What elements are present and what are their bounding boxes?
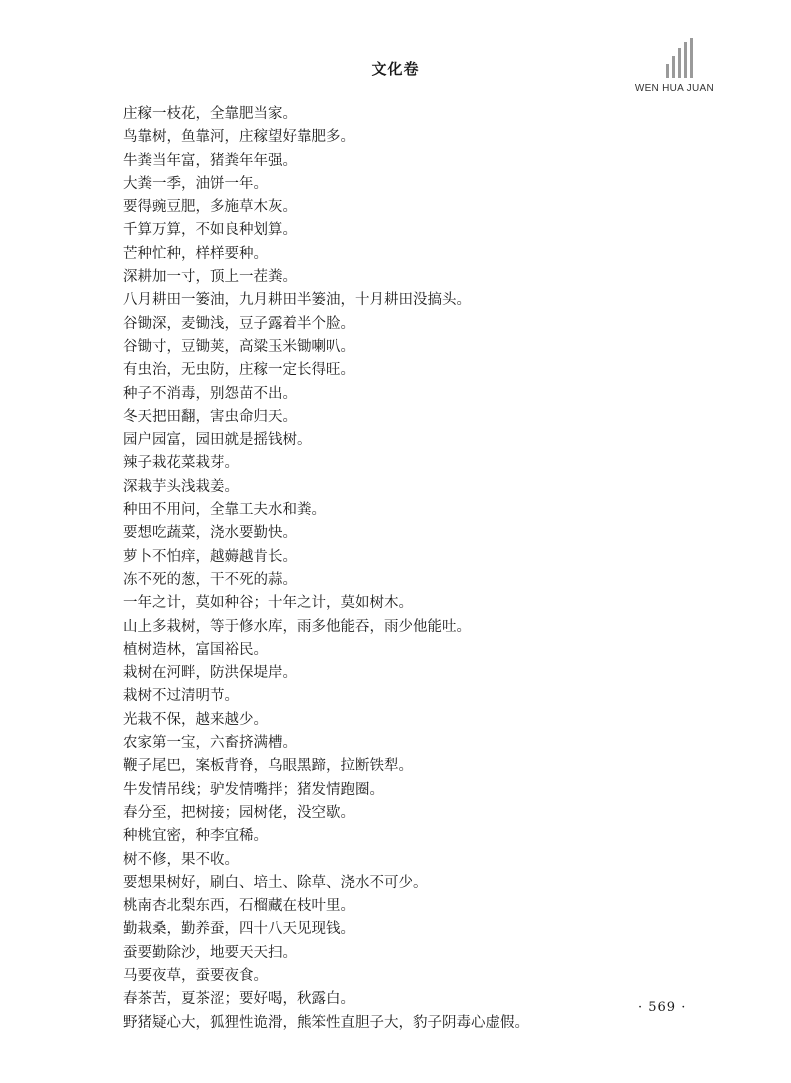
- proverb-line: 要想果树好，刷白、培土、除草、浇水不可少。: [123, 874, 428, 891]
- proverb-line: 要得豌豆肥，多施草木灰。: [123, 199, 297, 216]
- proverb-line: 深耕加一寸，顶上一茬粪。: [123, 269, 297, 286]
- proverb-line: 栽树在河畔，防洪保堤岸。: [123, 665, 297, 682]
- proverb-line: 大粪一季，油饼一年。: [123, 175, 268, 192]
- proverb-line: 勤栽桑，勤养蚕，四十八天见现钱。: [123, 921, 355, 938]
- proverb-line: 种子不消毒，别怨苗不出。: [123, 385, 297, 402]
- proverb-line: 谷锄寸，豆锄荚，高粱玉米锄喇叭。: [123, 338, 355, 355]
- proverb-line: 栽树不过清明节。: [123, 688, 239, 705]
- proverb-line: 冻不死的葱，干不死的蒜。: [123, 571, 297, 588]
- proverb-line: 有虫治，无虫防，庄稼一定长得旺。: [123, 362, 355, 379]
- proverb-line: 鞭子尾巴，案板背脊，乌眼黑蹄，拉断铁犁。: [123, 758, 413, 775]
- proverb-line: 深栽芋头浅栽姜。: [123, 478, 239, 495]
- proverb-line: 植树造林，富国裕民。: [123, 641, 268, 658]
- proverb-line: 春分至，把树接；园树佬，没空歇。: [123, 804, 355, 821]
- proverb-line: 蚕要勤除沙，地要天天扫。: [123, 944, 297, 961]
- series-label: WEN HUA JUAN: [634, 83, 714, 94]
- proverb-line: 桃南杏北梨东西，石榴藏在枝叶里。: [123, 898, 355, 915]
- proverb-line: 鸟靠树，鱼靠河，庄稼望好靠肥多。: [123, 129, 355, 146]
- proverb-line: 园户园富，园田就是摇钱树。: [123, 432, 312, 449]
- proverb-line: 辣子栽花菜栽芽。: [123, 455, 239, 472]
- bars-logo-icon: [666, 38, 706, 78]
- proverb-line: 牛发情吊线；驴发情嘴拌；猪发情跑圈。: [123, 781, 384, 798]
- proverb-line: 庄稼一枝花，全靠肥当家。: [123, 106, 297, 122]
- proverb-line: 光栽不保，越来越少。: [123, 711, 268, 728]
- proverb-list: [123, 103, 743, 1035]
- running-header-title: 文化卷: [371, 60, 420, 78]
- proverb-line: 谷锄深，麦锄浅，豆子露着半个脸。: [123, 315, 355, 332]
- proverb-line: 春茶苦，夏茶涩；要好喝，秋露白。: [123, 991, 355, 1008]
- proverb-line: 种田不用问，全靠工夫水和粪。: [123, 502, 326, 519]
- proverb-line: 萝卜不怕痒，越薅越肯长。: [123, 548, 297, 565]
- proverb-line: 牛粪当年富，猪粪年年强。: [123, 152, 297, 169]
- proverb-line: 种桃宜密，种李宜稀。: [123, 828, 268, 845]
- proverb-line: 山上多栽树，等于修水库，雨多他能吞，雨少他能吐。: [123, 618, 471, 635]
- proverb-line: 野猪疑心大，狐狸性诡滑，熊笨性直胆子大，豹子阴毒心虚假。: [123, 1014, 529, 1031]
- proverb-line: 冬天把田翻，害虫命归天。: [123, 408, 297, 425]
- proverb-line: 要想吃蔬菜，浇水要勤快。: [123, 525, 297, 542]
- proverb-line: 八月耕田一篓油，九月耕田半篓油，十月耕田没搞头。: [123, 292, 471, 309]
- proverb-line: 农家第一宝，六畜挤满槽。: [123, 735, 297, 752]
- proverb-line: 树不修，果不收。: [123, 851, 239, 868]
- proverb-line: 芒种忙种，样样要种。: [123, 245, 268, 262]
- series-logo: [614, 38, 714, 94]
- proverb-line: 一年之计，莫如种谷；十年之计，莫如树木。: [123, 595, 413, 612]
- proverb-line: 千算万算，不如良种划算。: [123, 222, 297, 239]
- proverb-line: 马要夜草，蚕要夜食。: [123, 967, 268, 984]
- page-number: · 569 ·: [638, 1000, 687, 1015]
